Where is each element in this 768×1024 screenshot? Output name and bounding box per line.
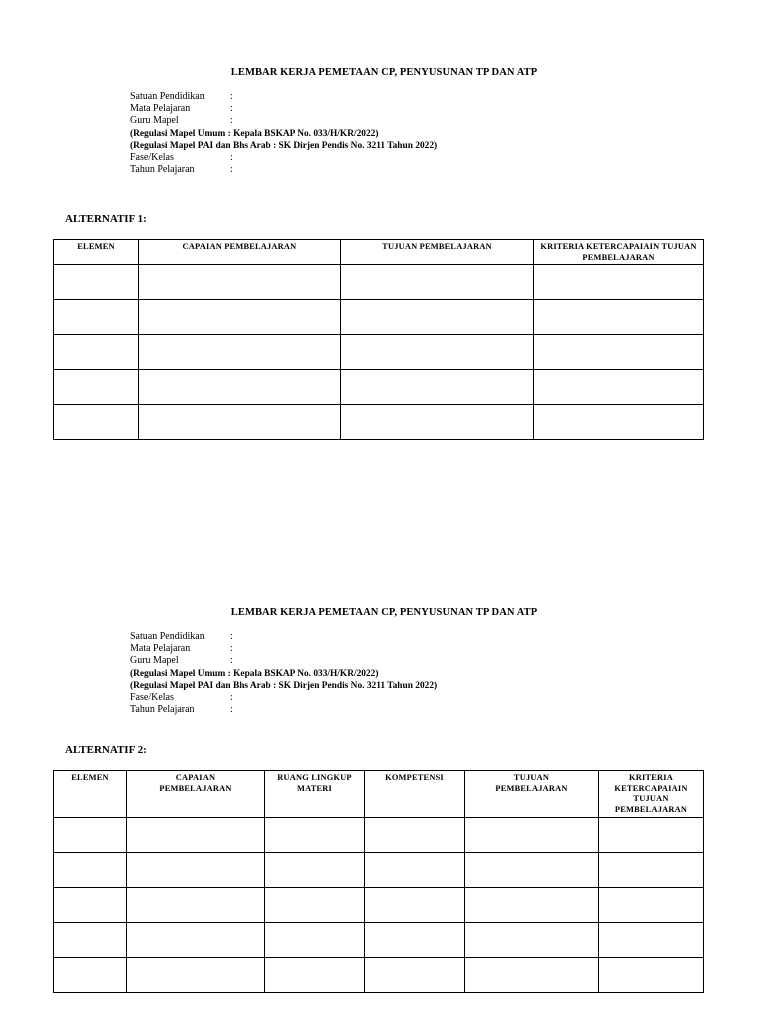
table-cell[interactable] [127,853,265,888]
table-cell[interactable] [599,958,704,993]
field-separator: : [230,655,233,667]
table-row [54,958,704,993]
table-cell[interactable] [534,265,704,300]
table-cell[interactable] [599,923,704,958]
table-cell[interactable] [54,405,139,440]
header-kriteria: KRITERIA KETERCAPAIAIN TUJUAN PEMBELAJARAN [599,771,704,818]
field-label: Mata Pelajaran [130,103,191,115]
table-cell[interactable] [599,853,704,888]
field-separator: : [230,704,233,716]
table-header-row [54,771,704,818]
alternative-heading: ALTERNATIF 1: [65,213,147,225]
field-label: Guru Mapel [130,655,179,667]
table-cell[interactable] [127,818,265,853]
table-cell[interactable] [465,923,599,958]
header-elemen: ELEMEN [54,240,139,265]
table-cell[interactable] [127,958,265,993]
field-row [130,643,437,655]
regulation-pai: (Regulasi Mapel PAI dan Bhs Arab : SK Dirjen Pendis No. 3211 Tahun 2022) [130,680,438,691]
table-cell[interactable] [127,888,265,923]
table-cell[interactable] [139,300,341,335]
worksheet-table [53,770,704,993]
field-label: Mata Pelajaran [130,643,191,655]
document-title: LEMBAR KERJA PEMETAAN CP, PENYUSUNAN TP DAN ATP [230,67,538,78]
field-separator: : [230,91,233,102]
regulation-general: (Regulasi Mapel Umum : Kepala BSKAP No. 033/H/KR/2022) [130,128,379,139]
table-row [54,265,704,300]
field-label: Tahun Pelajaran [130,164,195,176]
table-row [54,923,704,958]
table-cell[interactable] [365,958,465,993]
table-cell[interactable] [139,405,341,440]
table-row [54,818,704,853]
table-cell[interactable] [534,370,704,405]
table-cell[interactable] [341,335,534,370]
table-cell[interactable] [127,923,265,958]
field-label: Satuan Pendidikan [130,631,205,642]
field-row [130,152,437,164]
table-cell[interactable] [54,853,127,888]
table-cell[interactable] [465,888,599,923]
table-cell[interactable] [265,923,365,958]
field-row [130,91,437,103]
table-cell[interactable] [341,405,534,440]
header-tujuan-pembelajaran: TUJUAN PEMBELAJARAN [465,771,599,818]
table-cell[interactable] [365,853,465,888]
field-label: Guru Mapel [130,115,179,127]
table-cell[interactable] [54,888,127,923]
table-cell[interactable] [465,853,599,888]
regulation-pai: (Regulasi Mapel PAI dan Bhs Arab : SK Dirjen Pendis No. 3211 Tahun 2022) [130,140,438,151]
header-kompetensi: KOMPETENSI [365,771,465,818]
info-block [130,91,437,176]
field-separator: : [230,643,233,655]
table-cell[interactable] [54,335,139,370]
table-cell[interactable] [534,300,704,335]
field-separator: : [230,631,233,642]
table-cell[interactable] [341,370,534,405]
table-cell[interactable] [465,818,599,853]
table-row [54,405,704,440]
table-cell[interactable] [365,888,465,923]
table-cell[interactable] [599,818,704,853]
field-label: Satuan Pendidikan [130,91,205,102]
table-cell[interactable] [365,923,465,958]
table-header-row [54,240,704,265]
table-cell[interactable] [54,300,139,335]
info-block [130,631,437,716]
field-row [130,704,437,716]
table-cell[interactable] [54,370,139,405]
table-row [54,370,704,405]
table-row [54,888,704,923]
field-row [130,655,437,667]
field-separator: : [230,164,233,176]
worksheet-table [53,239,704,440]
field-row [130,115,437,127]
table-row [54,300,704,335]
table-cell[interactable] [265,853,365,888]
field-separator: : [230,115,233,127]
regulation-general: (Regulasi Mapel Umum : Kepala BSKAP No. 033/H/KR/2022) [130,668,379,679]
document-title: LEMBAR KERJA PEMETAAN CP, PENYUSUNAN TP DAN ATP [230,607,538,618]
field-row [130,631,437,643]
table-row [54,335,704,370]
table-cell[interactable] [341,300,534,335]
table-cell[interactable] [54,818,127,853]
table-cell[interactable] [139,335,341,370]
field-label: Fase/Kelas [130,691,174,703]
field-separator: : [230,103,233,115]
table-row [54,853,704,888]
alternative-heading: ALTERNATIF 2: [65,744,147,756]
field-separator: : [230,151,233,163]
table-cell[interactable] [54,923,127,958]
header-capaian-pembelajaran: CAPAIAN PEMBELAJARAN [127,771,265,818]
header-elemen: ELEMEN [54,771,127,818]
header-tujuan-pembelajaran: TUJUAN PEMBELAJARAN [341,240,534,265]
table-cell[interactable] [534,335,704,370]
table-cell[interactable] [265,818,365,853]
header-ruang-lingkup-materi: RUANG LINGKUP MATERI [265,771,365,818]
table-cell[interactable] [139,265,341,300]
field-row [130,164,437,176]
header-capaian-pembelajaran: CAPAIAN PEMBELAJARAN [139,240,341,265]
table-cell[interactable] [54,265,139,300]
table-cell[interactable] [341,265,534,300]
table-cell[interactable] [465,958,599,993]
table-cell[interactable] [365,818,465,853]
field-label: Tahun Pelajaran [130,704,195,716]
table-cell[interactable] [54,958,127,993]
table-cell[interactable] [265,888,365,923]
table-cell[interactable] [534,405,704,440]
table-cell[interactable] [139,370,341,405]
header-kriteria: KRITERIA KETERCAPAIAIN TUJUAN PEMBELAJARAN [534,240,704,265]
field-label: Fase/Kelas [130,151,174,163]
table-cell[interactable] [599,888,704,923]
field-row [130,103,437,115]
field-separator: : [230,691,233,703]
field-row [130,692,437,704]
table-cell[interactable] [265,958,365,993]
